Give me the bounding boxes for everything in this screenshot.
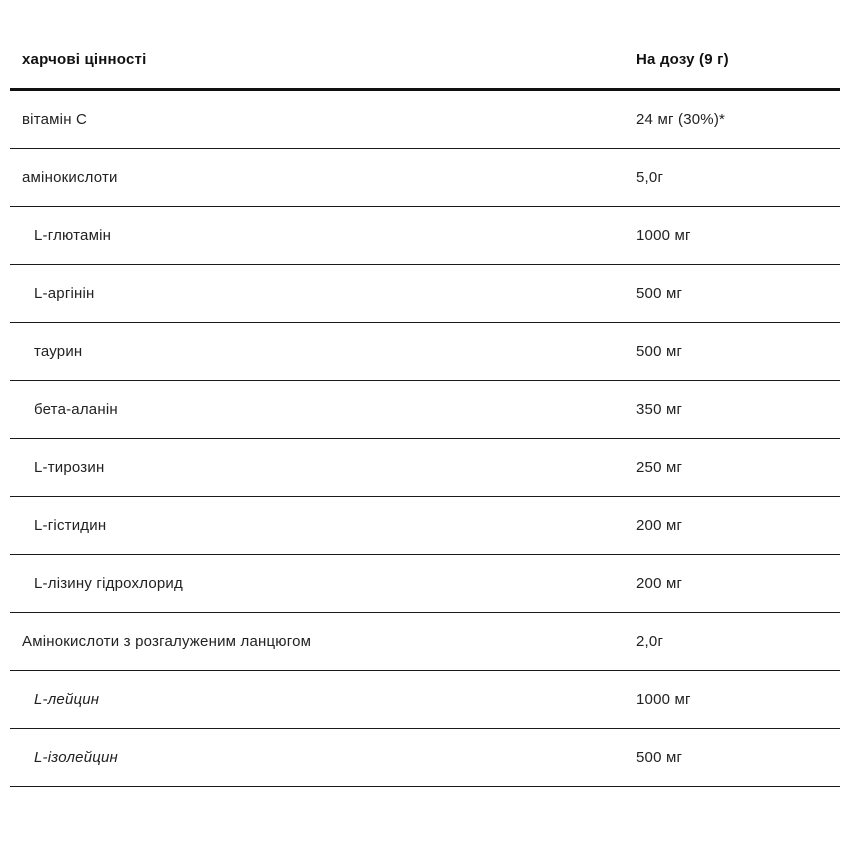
table-row-l-glutamine [10,207,840,265]
table-header-row [10,30,840,91]
nutrient-name: L-лізину гідрохлорид [34,575,183,592]
table-row-l-tyrosine [10,439,840,497]
nutrient-name: вітамін C [22,111,88,128]
nutrient-amount: 1000 мг [636,691,691,708]
nutrient-amount: 500 мг [636,343,683,360]
nutrient-amount: 500 мг [636,749,683,766]
nutrient-amount: 200 мг [636,517,683,534]
nutrient-amount: 2,0г [636,633,664,650]
nutrient-amount: 200 мг [636,575,683,592]
header-per-dose-label: На дозу (9 г) [636,50,729,68]
table-row-beta-alanine [10,381,840,439]
nutrient-name: таурин [34,343,83,360]
nutrient-name: L-гістидин [34,517,107,534]
nutrient-name: L-тирозин [34,459,105,476]
nutrient-name: L-глютамін [34,227,112,244]
header-nutrients-label: харчові цінності [22,50,147,68]
nutrient-name: L-аргінін [34,285,95,302]
nutrient-amount: 24 мг (30%)* [636,111,726,128]
nutrient-amount: 5,0г [636,169,664,186]
nutrient-amount: 500 мг [636,285,683,302]
nutrient-name: Амінокислоти з розгалуженим ланцюгом [22,633,312,650]
table-row-vitamin-c [10,91,840,149]
table-row-l-isoleucine [10,729,840,787]
nutrient-name: L-лейцин [34,691,100,708]
nutrient-amount: 350 мг [636,401,683,418]
nutrient-name: бета-аланін [34,401,118,418]
nutrient-name: L-ізолейцин [34,749,119,766]
nutrition-table [10,30,840,787]
table-row-l-histidine [10,497,840,555]
table-row-amino-acids [10,149,840,207]
table-row-l-arginine [10,265,840,323]
nutrient-amount: 1000 мг [636,227,691,244]
nutrient-name: амінокислоти [22,169,118,186]
table-row-bcaa [10,613,840,671]
nutrient-amount: 250 мг [636,459,683,476]
table-row-l-lysine-hydrochloride [10,555,840,613]
table-row-l-leucine [10,671,840,729]
table-row-taurine [10,323,840,381]
